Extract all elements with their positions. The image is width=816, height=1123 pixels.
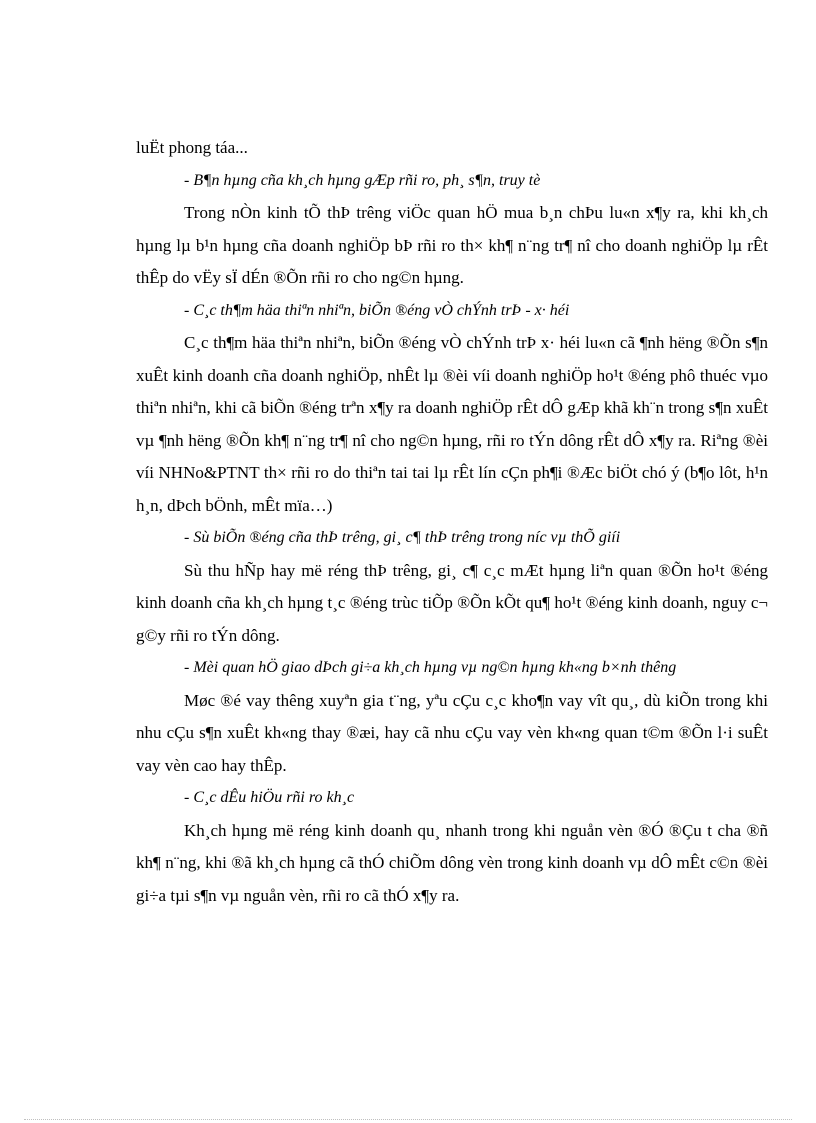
paragraph-partner-risk: Trong nÒn kinh tÕ thÞ trêng viÖc quan hÖ mua b¸n chÞu lu«n x¶y ra, khi kh¸ch hµng lµ b¹n hµng cña doanh nghiÖp bÞ rñi ro th× kh¶ n¨ng tr¶ nî cho doanh nghiÖp lµ rÊt thÊp do vËy sÏ dÉn ®Õn rñi ro cho ng©n hµng.	[136, 203, 768, 287]
paragraph-natural-disaster: C¸c th¶m häa thiªn nhiªn, biÕn ®éng vÒ chÝnh trÞ x· héi lu«n cã ¶nh hëng ®Õn s¶n xuÊt kinh doanh cña doanh nghiÖp, nhÊt lµ ®èi víi doanh nghiÖp ho¹t ®éng phô thuéc vµo thiªn nhiªn, khi cã biÕn ®éng trªn x¶y ra doanh nghiÖp rÊt dÔ gÆp khã kh¨n trong s¶n xuÊt vµ ¶nh hëng ®Õn kh¶ n¨ng tr¶ nî cho ng©n hµng, rñi ro tÝn dông rÊt dÔ x¶y ra. Riªng ®èi víi NHNo&PTNT th× rñi ro do thiªn tai tai lµ rÊt lín cÇn ph¶i ®Æc biÖt chó ý (b¶o lôt, h¹n h¸n, dÞch bÖnh, mÊt mïa…)	[136, 333, 768, 515]
section-heading-market-fluctuation: - Sù biÕn ®éng cña thÞ trêng, gi¸ c¶ thÞ trêng trong níc vµ thÕ giíi	[184, 529, 621, 546]
paragraph-abnormal-relationship: Møc ®é vay thêng xuyªn gia t¨ng, yªu cÇu c¸c kho¶n vay vît qu¸, dù kiÕn trong khi nhu cÇu s¶n xuÊt kh«ng thay ®æi, hay cã nhu cÇu vay vèn kh«ng quan t©m ®Õn l·i suÊt vay vèn cao hay thÊp.	[136, 690, 768, 775]
section-heading-natural-disaster: - C¸c th¶m häa thiªn nhiªn, biÕn ®éng vÒ chÝnh trÞ - x· héi	[184, 301, 570, 319]
section-heading-other-signs: - C¸c dÊu hiÖu rñi ro kh¸c	[184, 789, 355, 806]
paragraph-market-fluctuation: Sù thu hÑp hay më réng thÞ trêng, gi¸ c¶ c¸c mÆt hµng liªn quan ®Õn ho¹t ®éng kinh doanh cña kh¸ch hµng t¸c ®éng trùc tiÕp ®Õn kÕt qu¶ ho¹t ®éng kinh doanh, nguy c¬ g©y rñi ro tÝn dông.	[136, 560, 768, 645]
page-bottom-divider	[24, 1119, 792, 1120]
paragraph-other-signs: Kh¸ch hµng më réng kinh doanh qu¸ nhanh trong khi nguån vèn ®Ó ®Çu t cha ®ñ kh¶ n¨ng, khi ®ã kh¸ch hµng cã thÓ chiÕm dông vèn trong kinh doanh vµ dÔ mÊt c©n ®èi gi÷a tµi s¶n vµ nguån vèn, rñi ro cã thÓ x¶y ra.	[136, 820, 768, 905]
section-heading-partner-risk: - B¶n hµng cña kh¸ch hµng gÆp rñi ro, ph¸ s¶n, truy tè	[184, 171, 541, 189]
paragraph-continuation: luËt phong táa...	[136, 138, 248, 157]
section-heading-abnormal-relationship: - Mèi quan hÖ giao dÞch gi÷a kh¸ch hµng vµ ng©n hµng kh«ng b×nh thêng	[184, 659, 677, 676]
document-body	[136, 132, 768, 912]
